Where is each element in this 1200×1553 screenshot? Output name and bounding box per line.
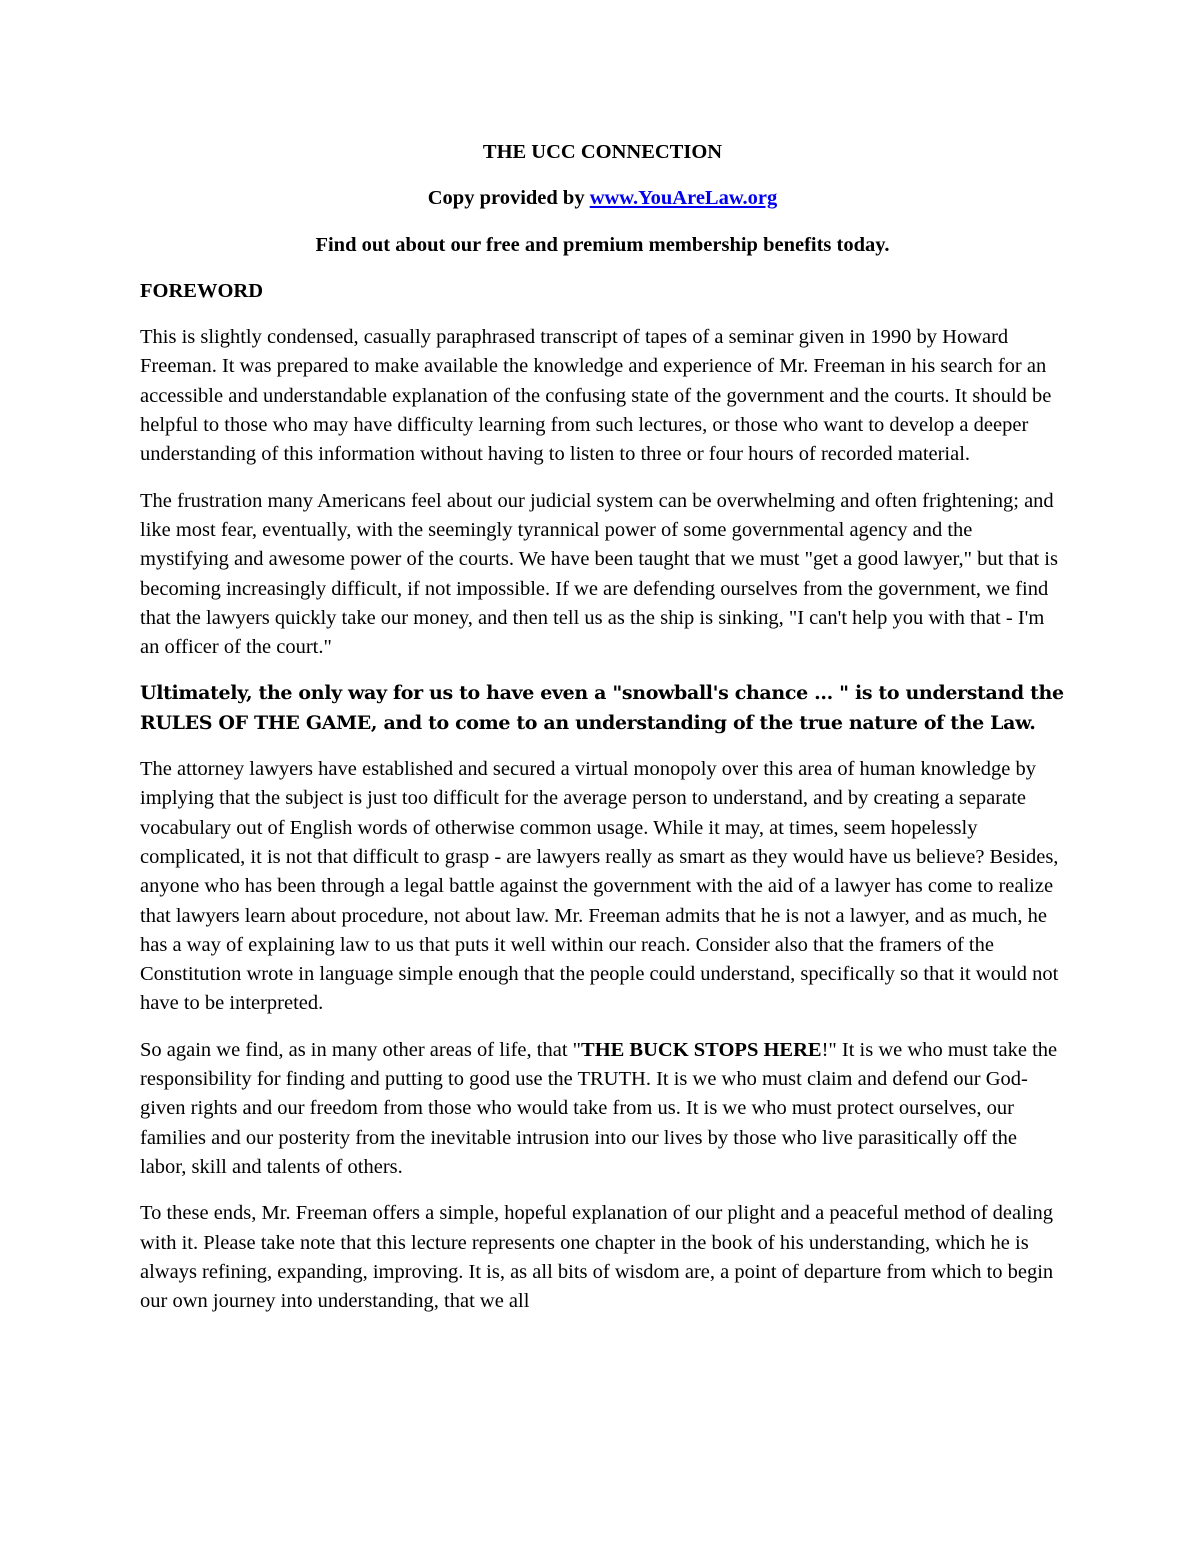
- document-title: THE UCC CONNECTION: [482, 141, 723, 163]
- paragraph-frustration: The frustration many Americans feel about our judicial system can be overwhelming and often frightening; and like most fear, eventually, with the seemingly tyrannical power of some governmental agency and the mystifying and awesome power of the courts. We have been taught that we must "get a good lawyer," but that is becoming increasingly difficult, if not impossible. If we are defending ourselves from the government, we find that the lawyers quickly take our money, and then tell us as the ship is sinking, "I can't help you with that - I'm an officer of the court.": [140, 489, 1058, 659]
- paragraph-intro: This is slightly condensed, casually paraphrased transcript of tapes of a seminar given in 1990 by Howard Freeman. It was prepared to make available the knowledge and experience of Mr. Freeman in his search for an accessible and understandable explanation of the confusing state of the government and the courts. It should be helpful to those who may have difficulty learning from such lectures, or those who want to develop a deeper understanding of this information without having to listen to three or four hours of recorded material.: [140, 326, 1052, 466]
- youarelaw-link[interactable]: www.YouAreLaw.org: [589, 187, 778, 210]
- buck-stops-emphasis: THE BUCK STOPS HERE: [581, 1038, 822, 1061]
- copy-provided-line: [140, 184, 1065, 213]
- paragraph-buck-stops-here: [140, 1036, 1065, 1182]
- section-heading-foreword: FOREWORD: [140, 279, 263, 302]
- paragraph-to-these-ends: To these ends, Mr. Freeman offers a simple, hopeful explanation of our plight and a peaceful method of dealing with it. Please take note that this lecture represents one chapter in the book of his understanding, which he is always refining, expanding, improving. It is, as all bits of wisdom are, a point of departure from which to begin our own journey into understanding, that we all: [140, 1202, 1054, 1313]
- document-page: [140, 138, 1065, 1333]
- paragraph-rules-of-the-game: Ultimately, the only way for us to have even a "snowball's chance ... " is to understand the RULES OF THE GAME, and to come to an understanding of the true nature of the Law.: [140, 682, 1064, 734]
- copy-provided-label: Copy provided by: [427, 187, 590, 210]
- paragraph-attorney-monopoly: The attorney lawyers have established and secured a virtual monopoly over this area of human knowledge by implying that the subject is just too difficult for the average person to understand, and by creating a separate vocabulary out of English words of otherwise common usage. While it may, at times, seem hopelessly complicated, it is not that difficult to grasp - are lawyers really as smart as they would have us believe? Besides, anyone who has been through a legal battle against the government with the aid of a lawyer has come to realize that lawyers learn about procedure, not about law. Mr. Freeman admits that he is not a lawyer, and as much, he has a way of explaining law to us that puts it well within our reach. Consider also that the framers of the Constitution wrote in language simple enough that the people could understand, specifically so that it would not have to be interpreted.: [140, 758, 1059, 1015]
- buck-stops-after: !" It is we who must take the responsibility for finding and putting to good use the TRUTH. It is we who must claim and defend our God-given rights and our freedom from those who would take from us. It is we who must protect ourselves, our families and our posterity from the inevitable intrusion into our lives by those who live parasitically off the labor, skill and talents of others.: [140, 1038, 1058, 1178]
- buck-stops-before: So again we find, as in many other areas of life, that ": [140, 1038, 582, 1061]
- membership-benefits-line: Find out about our free and premium membership benefits today.: [315, 233, 890, 256]
